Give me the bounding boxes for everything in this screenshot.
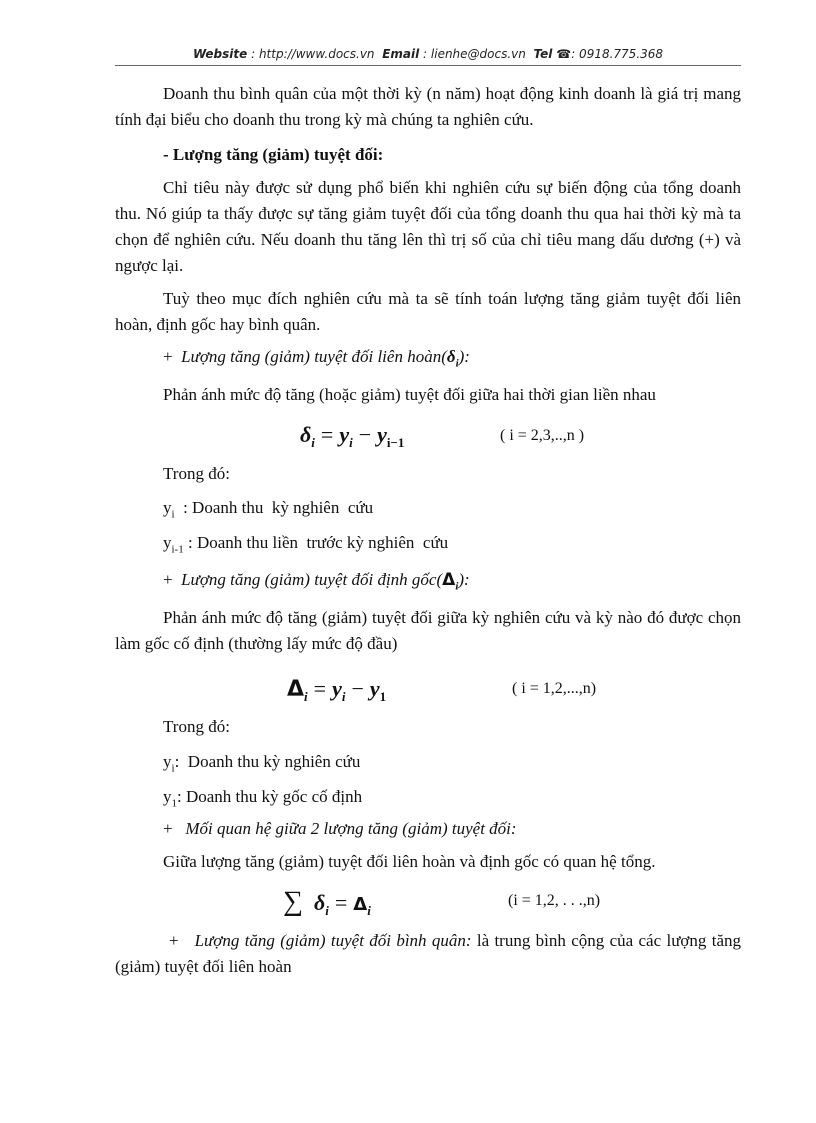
bullet-plus: + [163,819,173,838]
paragraph-average-change [115,928,741,980]
definition-y1 [163,786,362,814]
definition-yi [163,497,373,525]
def-text: : Doanh thu kỳ nghiên cứu [174,752,361,771]
formula-eq: = [313,676,327,701]
phone-icon: ☎ [556,47,572,61]
definition-yi-1 [163,532,448,560]
subheading-relation [163,818,517,840]
subheading-label: Lượng tăng (giảm) tuyệt đối định gốc( [181,570,443,589]
def-symbol: y [163,787,172,806]
def-subscript: i [171,762,175,775]
formula-minus: − [351,676,364,701]
formula-lhs: δ [300,422,312,447]
formula-lhs: Δ [287,677,305,702]
def-symbol: y [163,533,172,552]
paragraph-text: là trung bình cộng của các lượng tăng (giảm) tuyệt đối liên hoàn [115,931,741,976]
formula-fixed-base [287,676,386,705]
subheading-fixed-base [163,569,470,597]
formula-lhs-sub: i [311,435,315,450]
subheading-label: Lượng tăng (giảm) tuyệt đối liên hoàn( [181,347,447,366]
header-divider [115,65,741,66]
formula-term-b-sub: 1 [379,689,387,704]
formula-lhs-sub: i [325,903,329,918]
email-value: : lienhe@docs.vn [423,47,526,61]
def-subscript: i-1 [171,543,184,556]
symbol-subscript: i [455,580,459,593]
paragraph-average-revenue [115,81,741,133]
formula-eq: = [320,422,334,447]
formula-term-b: y [377,422,387,447]
def-text: : Doanh thu liền trước kỳ nghiên cứu [183,533,449,552]
formula-sum: ∑ [283,886,303,917]
formula-range: ( i = 1,2,...,n) [512,680,597,697]
symbol-delta-capital: Δ [442,570,456,590]
formula-term-a-sub: i [349,435,353,450]
paragraph-reflect-1: Phản ánh mức độ tăng (hoặc giảm) tuyệt đối giữa hai thời gian liền nhau [163,385,656,404]
formula-range: (i = 1,2, . . .,n) [508,892,601,909]
bullet-plus: + [163,347,173,366]
def-symbol: y [163,752,172,771]
paragraph-text: Doanh thu bình quân của một thời kỳ (n năm) hoạt động kinh doanh là giá trị mang tính đại biểu cho doanh thu trong kỳ mà chúng ta nghiên cứu. [115,84,741,129]
formula-chain-change [300,422,404,451]
where-label: Trong đó: [163,464,230,483]
formula-relation [283,886,371,919]
formula-rhs-sub: i [367,903,371,918]
formula-lhs-sub: i [304,689,308,704]
formula-minus: − [358,422,372,447]
def-text: : Doanh thu kỳ nghiên cứu [174,498,374,517]
website-value: : http://www.docs.vn [251,47,375,61]
def-symbol: y [163,498,172,517]
subheading-chain-change [163,346,470,374]
email-label: Email [382,47,420,61]
def-subscript: 1 [171,797,177,810]
definition-yi [163,751,360,779]
formula-term-b-sub: i−1 [386,435,405,450]
paragraph-text: Phản ánh mức độ tăng (giảm) tuyệt đối giữa kỳ nghiên cứu và kỳ nào đó được chọn làm gốc cố định (thường lấy mức độ đầu) [115,608,741,653]
subheading-label: Lượng tăng (giảm) tuyệt đối bình quân: [194,931,472,950]
subheading-suffix: ): [458,347,470,366]
website-label: Website [192,47,248,61]
symbol-subscript: i [455,357,459,370]
section-heading: - Lượng tăng (giảm) tuyệt đối: [163,145,384,164]
symbol-delta: δ [446,347,456,366]
paragraph-text: Tuỳ theo mục đích nghiên cứu mà ta sẽ tính toán lượng tăng giảm tuyệt đối liên hoàn, định gốc hay bình quân. [115,289,741,334]
formula-term-b: y [369,676,380,701]
formula-rhs: Δ [353,894,368,915]
formula-eq: = [334,890,348,915]
def-text: : Doanh thu kỳ gốc cố định [177,787,363,806]
subheading-label: Mối quan hệ giữa 2 lượng tăng (giảm) tuyệt đối: [185,819,517,838]
subheading-suffix: ): [458,570,470,589]
paragraph-reflect-2 [115,605,741,657]
paragraph-text: Chỉ tiêu này được sử dụng phổ biến khi nghiên cứu sự biến động của tổng doanh thu. Nó giúp ta thấy được sự tăng giảm tuyệt đối của tổng doanh thu qua hai thời kỳ mà ta chọn để nghiên cứu. Nếu doanh thu tăng lên thì trị số của chỉ tiêu mang dấu dương (+) và ngược lại. [115,178,741,275]
formula-lhs: δ [313,890,326,915]
bullet-plus: + [163,570,173,589]
formula-term-a: y [332,676,342,701]
page-header [115,47,741,61]
paragraph-relation: Giữa lượng tăng (giảm) tuyệt đối liên hoàn và định gốc có quan hệ tổng. [163,852,656,871]
formula-term-a: y [339,422,350,447]
where-label: Trong đó: [163,717,230,736]
bullet-plus: + [169,931,179,950]
paragraph-calculation [115,286,741,338]
paragraph-indicator [115,175,741,279]
def-subscript: i [171,508,175,521]
formula-term-a-sub: i [341,689,346,704]
tel-value: : 0918.775.368 [571,47,664,61]
formula-range: ( i = 2,3,..,n ) [500,427,585,444]
tel-label: Tel [533,47,553,61]
